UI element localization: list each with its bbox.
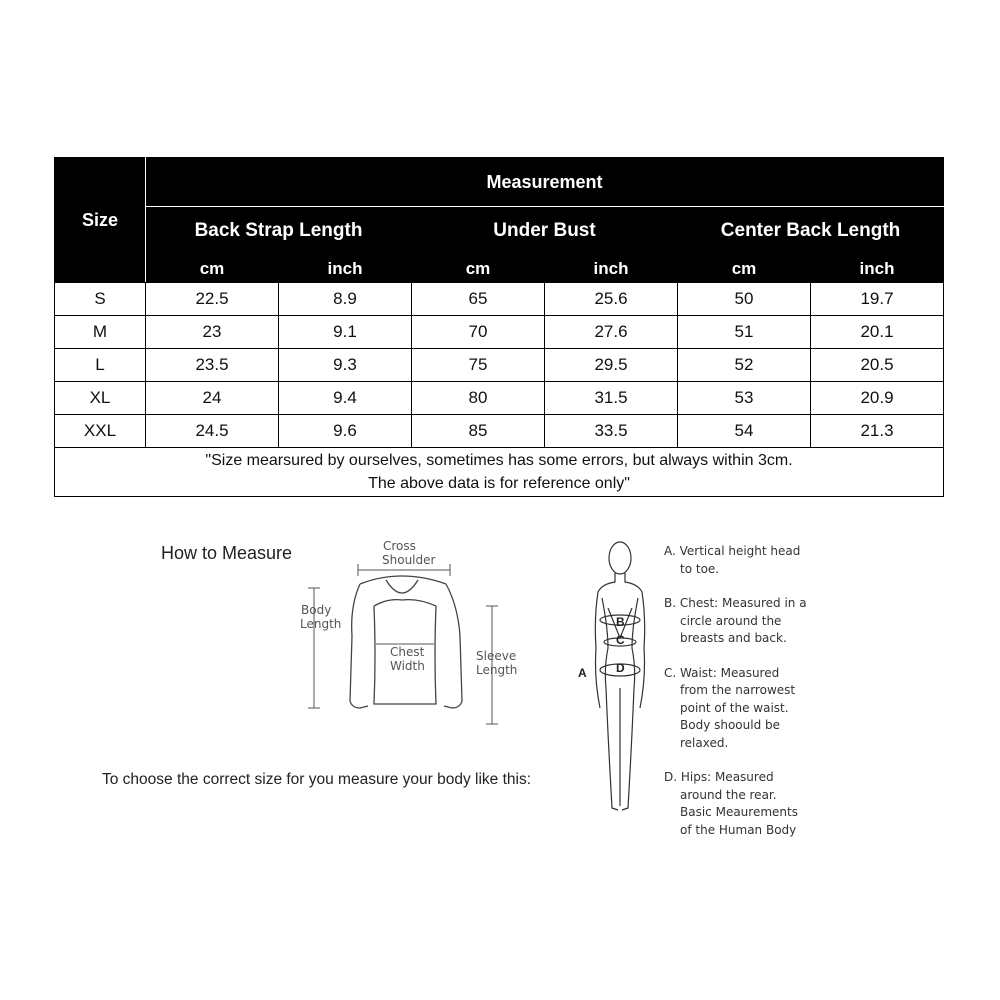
size-chart-table <box>54 157 944 497</box>
garment-measurement-diagram <box>290 536 530 736</box>
table-cell: 53 <box>678 382 811 415</box>
body-length-label: Length <box>300 617 342 631</box>
table-cell: 19.7 <box>811 283 944 316</box>
note-line: of the Human Body <box>680 822 797 837</box>
note-line: D. Hips: Measured <box>664 770 774 784</box>
table-row <box>55 316 944 349</box>
table-cell: 24.5 <box>146 415 279 448</box>
table-cell: 31.5 <box>545 382 678 415</box>
size-cell: XL <box>55 382 146 415</box>
table-cell: 8.9 <box>279 283 412 316</box>
group-header-back-strap: Back Strap Length <box>146 207 412 256</box>
group-header-center-back: Center Back Length <box>678 207 944 256</box>
unit-header: cm <box>678 256 811 283</box>
measurement-header: Measurement <box>146 158 944 207</box>
table-row <box>55 415 944 448</box>
note-item <box>664 543 834 578</box>
unit-header: cm <box>146 256 279 283</box>
note-item <box>664 665 834 753</box>
chest-width-label: Chest <box>390 645 425 659</box>
table-cell: 24 <box>146 382 279 415</box>
table-cell: 20.9 <box>811 382 944 415</box>
body-label-c: C <box>616 633 625 647</box>
table-cell: 70 <box>412 316 545 349</box>
table-cell: 22.5 <box>146 283 279 316</box>
table-cell: 25.6 <box>545 283 678 316</box>
chest-width-label: Width <box>390 659 425 673</box>
cross-shoulder-label: Shoulder <box>382 553 436 567</box>
table-cell: 33.5 <box>545 415 678 448</box>
table-cell: 52 <box>678 349 811 382</box>
cross-shoulder-label: Cross <box>383 539 416 553</box>
unit-header: inch <box>279 256 412 283</box>
table-cell: 29.5 <box>545 349 678 382</box>
size-cell: S <box>55 283 146 316</box>
table-cell: 20.1 <box>811 316 944 349</box>
table-cell: 85 <box>412 415 545 448</box>
table-cell: 80 <box>412 382 545 415</box>
note-item <box>664 595 834 648</box>
table-cell: 21.3 <box>811 415 944 448</box>
table-cell: 9.3 <box>279 349 412 382</box>
table-cell: 20.5 <box>811 349 944 382</box>
sleeve-length-label: Length <box>476 663 518 677</box>
body-length-label: Body <box>301 603 332 617</box>
table-cell: 51 <box>678 316 811 349</box>
note-line: Body shoould be <box>680 718 781 732</box>
choose-size-instruction: To choose the correct size for you measure your body like this: <box>102 771 532 788</box>
note-line: from the narrowest <box>680 683 796 697</box>
table-row <box>55 283 944 316</box>
note-line: to toe. <box>680 561 720 576</box>
body-label-d: D <box>616 661 625 675</box>
body-outline <box>595 542 644 810</box>
size-cell: XXL <box>55 415 146 448</box>
table-cell: 54 <box>678 415 811 448</box>
table-cell: 9.1 <box>279 316 412 349</box>
table-cell: 65 <box>412 283 545 316</box>
table-cell: 75 <box>412 349 545 382</box>
note-line: point of the waist. <box>680 700 789 715</box>
body-label-a: A <box>578 666 587 680</box>
body-label-b: B <box>616 615 625 629</box>
note-item <box>664 769 834 839</box>
table-cell: 9.6 <box>279 415 412 448</box>
note-line: B. Chest: Measured in a <box>664 596 807 610</box>
disclaimer-line-2: The above data is for reference only" <box>368 475 630 492</box>
sleeve-length-label: Sleeve <box>476 649 517 663</box>
body-figure <box>572 538 662 828</box>
note-line: around the rear. <box>680 787 777 802</box>
table-cell: 23.5 <box>146 349 279 382</box>
table-cell: 27.6 <box>545 316 678 349</box>
note-line: A. Vertical height head <box>664 544 801 558</box>
unit-header: inch <box>545 256 678 283</box>
disclaimer-line-1: "Size mearsured by ourselves, sometimes has some errors, but always within 3cm. <box>205 452 793 469</box>
note-line: circle around the <box>680 613 782 628</box>
unit-header: inch <box>811 256 944 283</box>
table-cell: 50 <box>678 283 811 316</box>
size-cell: M <box>55 316 146 349</box>
note-row <box>55 448 944 497</box>
table-row <box>55 382 944 415</box>
disclaimer-note <box>55 448 944 497</box>
note-line: relaxed. <box>680 735 729 750</box>
note-line: Basic Meaurements <box>680 805 798 819</box>
sweater-outline <box>350 576 462 708</box>
table-cell: 9.4 <box>279 382 412 415</box>
group-header-under-bust: Under Bust <box>412 207 678 256</box>
note-line: C. Waist: Measured <box>664 665 780 680</box>
unit-header: cm <box>412 256 545 283</box>
table-row <box>55 349 944 382</box>
how-to-measure-title: How to Measure <box>161 543 293 563</box>
size-cell: L <box>55 349 146 382</box>
table-cell: 23 <box>146 316 279 349</box>
note-line: breasts and back. <box>680 631 787 645</box>
measurement-notes <box>664 543 834 856</box>
size-header: Size <box>55 158 146 283</box>
